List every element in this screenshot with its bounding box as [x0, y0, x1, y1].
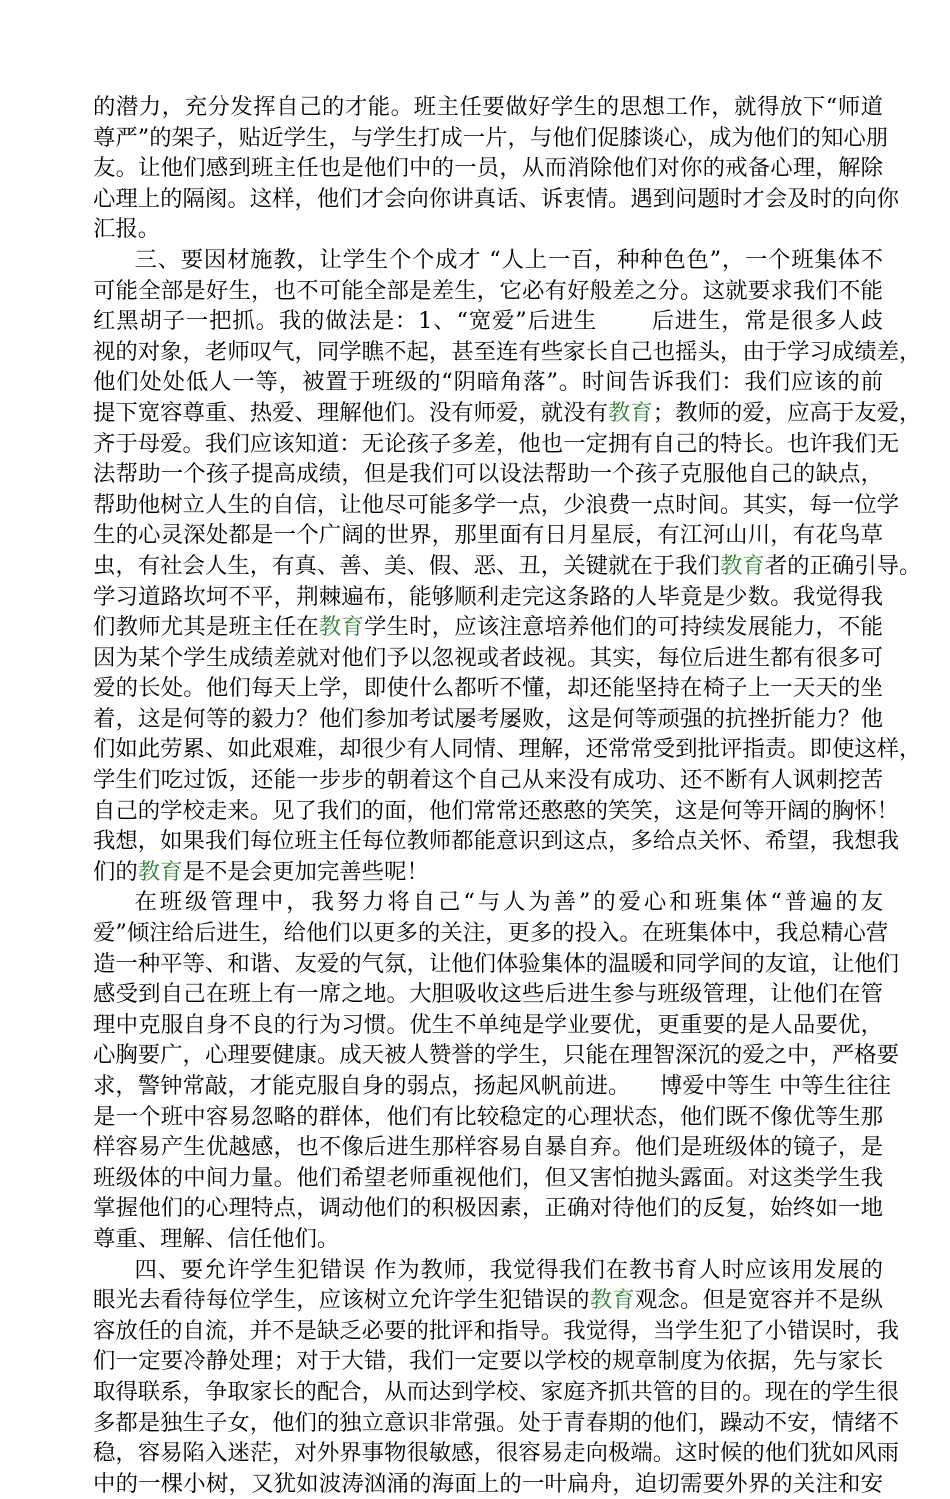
text-segment: 观念。但是宽容并不是纵	[634, 1287, 884, 1314]
text-line	[93, 1071, 891, 1102]
text-line	[93, 1346, 883, 1377]
text-line	[93, 612, 883, 643]
text-line	[93, 1255, 883, 1286]
keyword-highlight: 教育	[318, 614, 364, 641]
text-line	[93, 887, 883, 918]
keyword-highlight: 教育	[607, 399, 653, 426]
text-line	[93, 367, 883, 398]
text-segment: 汇报。	[93, 216, 161, 243]
text-segment: 法帮助一个孩子提高成绩，但是我们可以设法帮助一个孩子克服他自己的缺点，	[93, 461, 883, 488]
text-line	[93, 398, 922, 429]
text-segment: 是一个班中容易忽略的群体，他们有比较稳定的心理状态，他们既不像优等生那	[93, 1103, 883, 1130]
text-line	[93, 276, 883, 307]
text-line	[93, 643, 883, 674]
text-line	[93, 796, 900, 827]
text-segment: 取得联系，争取家长的配合，从而达到学校、家庭齐抓共管的目的。现在的学生很	[93, 1378, 900, 1405]
text-line	[93, 184, 900, 215]
text-line	[93, 214, 883, 245]
text-segment: 们一定要冷静处理；对于大错，我们一定要以学校的规章制度为依据，先与家长	[93, 1348, 883, 1375]
keyword-highlight: 教育	[589, 1287, 635, 1314]
text-line	[93, 765, 883, 796]
text-segment: 的潜力，充分发挥自己的才能。班主任要做好学生的思想工作，就得放下“师道	[93, 94, 883, 120]
text-segment: 多都是独生子女，他们的独立意识非常强。处于青春期的他们，躁动不安，情绪不	[93, 1409, 900, 1436]
text-line	[93, 826, 900, 857]
text-segment: 爱”倾注给后进生，给他们以更多的关注，更多的投入。在班集体中，我总精心营	[93, 920, 889, 947]
text-segment: 着，这是何等的毅力？他们参加考试屡考屡败，这是何等顽强的抗挫折能力？他	[93, 705, 883, 732]
text-segment: 们的	[93, 858, 138, 885]
text-segment: 眼光去看待每位学生，应该树立允许学生犯错误的	[93, 1287, 590, 1314]
text-segment: 尊严”的架子，贴近学生，与学生打成一片，与他们促膝谈心，成为他们的知心朋	[93, 124, 889, 151]
text-line	[93, 734, 922, 765]
text-segment: 造一种平等、和谐、友爱的气氛，让他们体验集体的温暖和同学间的友谊，让他们	[93, 950, 900, 977]
text-segment: 容放任的自流，并不是缺乏必要的批评和指导。我觉得，当学生犯了小错误时，我	[93, 1317, 900, 1344]
text-line	[93, 1408, 900, 1439]
text-segment: 理中克服自身不良的行为习惯。优生不单纯是学业要优，更重要的是人品要优，	[93, 1011, 883, 1038]
text-line	[93, 306, 883, 337]
text-line	[93, 1132, 883, 1163]
text-segment: ；教师的爱，应高于友爱，	[652, 399, 922, 426]
text-segment: 者的正确引导。	[764, 552, 922, 579]
text-segment: 红黑胡子一把抓。我的做法是：1、“宽爱”后进生 后进生，常是很多人歧	[93, 308, 883, 335]
text-segment: 生的心灵深处都是一个广阔的世界，那里面有日月星辰，有江河山川，有花鸟草	[93, 522, 883, 549]
text-segment: 尊重、理解、信任他们。	[93, 1225, 340, 1252]
text-segment: 班级体的中间力量。他们希望老师重视他们，但又害怕抛头露面。对这类学生我	[93, 1164, 883, 1191]
keyword-highlight: 教育	[137, 858, 183, 885]
text-line	[93, 857, 883, 888]
text-line	[93, 1469, 883, 1499]
text-segment: 四、要允许学生犯错误 作为教师，我觉得我们在教书育人时应该用发展的	[134, 1256, 883, 1283]
text-line	[93, 1316, 900, 1347]
text-segment: 自己的学校走来。见了我们的面，他们常常还憨憨的笑笑，这是何等开阔的胸怀！	[93, 797, 900, 824]
text-line	[93, 490, 900, 521]
text-line	[93, 1438, 900, 1469]
text-line	[93, 673, 883, 704]
text-segment: 是不是会更加完善些呢！	[182, 858, 429, 885]
text-line	[93, 1163, 883, 1194]
text-segment: 掌握他们的心理特点，调动他们的积极因素，正确对待他们的反复，始终如一地	[93, 1195, 883, 1222]
document-page	[93, 92, 922, 1499]
text-segment: 学生时，应该注意培养他们的可持续发展能力，不能	[363, 614, 884, 641]
text-segment: 学习道路坎坷不平，荆棘遍布，能够顺利走完这条路的人毕竟是少数。我觉得我	[93, 583, 883, 610]
text-segment: 三、要因材施教，让学生个个成才 “人上一百，种种色色”，一个班集体不	[134, 246, 883, 273]
text-line	[93, 1285, 883, 1316]
text-line	[93, 92, 883, 123]
text-line	[93, 459, 883, 490]
text-line	[93, 918, 889, 949]
text-segment: 他们处处低人一等，被置于班级的“阴暗角落”。时间告诉我们：我们应该的前	[93, 369, 883, 396]
text-segment: 爱的长处。他们每天上学，即使什么都听不懂，却还能坚持在椅子上一天天的坐	[93, 675, 883, 702]
text-segment: 心理上的隔阂。这样，他们才会向你讲真话、诉衷情。遇到问题时才会及时的向你	[93, 185, 900, 212]
text-segment: 友。让他们感到班主任也是他们中的一员，从而消除他们对你的戒备心理，解除	[93, 155, 883, 182]
text-line	[93, 337, 922, 368]
text-segment: 学生们吃过饭，还能一步步的朝着这个自己从来没有成功、还不断有人讽刺挖苦	[93, 767, 883, 794]
text-line	[93, 1040, 900, 1071]
text-segment: 因为某个学生成绩差就对他们予以忽视或者歧视。其实，每位后进生都有很多可	[93, 644, 883, 671]
text-line	[93, 551, 922, 582]
text-segment: 样容易产生优越感，也不像后进生那样容易自暴自弃。他们是班级体的镜子，是	[93, 1134, 883, 1161]
text-line	[93, 949, 900, 980]
text-line	[93, 1010, 883, 1041]
text-segment: 感受到自己在班上有一席之地。大胆吸收这些后进生参与班级管理，让他们在管	[93, 981, 883, 1008]
text-segment: 虫，有社会人生，有真、善、美、假、恶、丑，关键就在于我们	[93, 552, 720, 579]
text-segment: 齐于母爱。我们应该知道：无论孩子多差，他也一定拥有自己的特长。也许我们无	[93, 430, 900, 457]
text-segment: 们如此劳累、如此艰难，却很少有人同情、理解，还常常受到批评指责。即使这样，	[93, 736, 922, 763]
text-line	[93, 123, 889, 154]
text-line	[93, 1224, 883, 1255]
text-segment: 帮助他树立人生的自信，让他尽可能多学一点，少浪费一点时间。其实，每一位学	[93, 491, 900, 518]
text-line	[93, 245, 883, 276]
text-line	[93, 1193, 883, 1224]
text-segment: 稳，容易陷入迷茫，对外界事物很敏感，很容易走向极端。这时候的他们犹如风雨	[93, 1440, 900, 1467]
text-line	[93, 429, 900, 460]
text-line	[93, 704, 883, 735]
text-segment: 们教师尤其是班主任在	[93, 614, 319, 641]
text-line	[93, 153, 883, 184]
text-segment: 提下宽容尊重、热爱、理解他们。没有师爱，就没有	[93, 399, 608, 426]
text-line	[93, 520, 883, 551]
text-segment: 求，警钟常敲，才能克服自身的弱点，扬起风帆前进。 博爱中等生 中等生往往	[93, 1073, 891, 1099]
text-segment: 可能全部是好生，也不可能全部是差生，它必有好般差之分。这就要求我们不能	[93, 277, 883, 304]
text-segment: 中的一棵小树，又犹如波涛汹涌的海面上的一叶扁舟，迫切需要外界的关注和安	[93, 1470, 883, 1497]
text-segment: 视的对象，老师叹气，同学瞧不起，甚至连有些家长自己也摇头，由于学习成绩差，	[93, 338, 922, 365]
text-segment: 我想，如果我们每位班主任每位教师都能意识到这点，多给点关怀、希望，我想我	[93, 828, 900, 855]
text-line	[93, 1377, 900, 1408]
text-line	[93, 1102, 883, 1133]
text-segment: 心胸要广，心理要健康。成天被人赞誉的学生，只能在理智深沉的爱之中，严格要	[93, 1042, 900, 1069]
keyword-highlight: 教育	[719, 552, 765, 579]
text-line	[93, 582, 883, 613]
text-segment: 在班级管理中，我努力将自己“与人为善”的爱心和班集体“普遍的友	[134, 889, 883, 916]
text-line	[93, 979, 883, 1010]
